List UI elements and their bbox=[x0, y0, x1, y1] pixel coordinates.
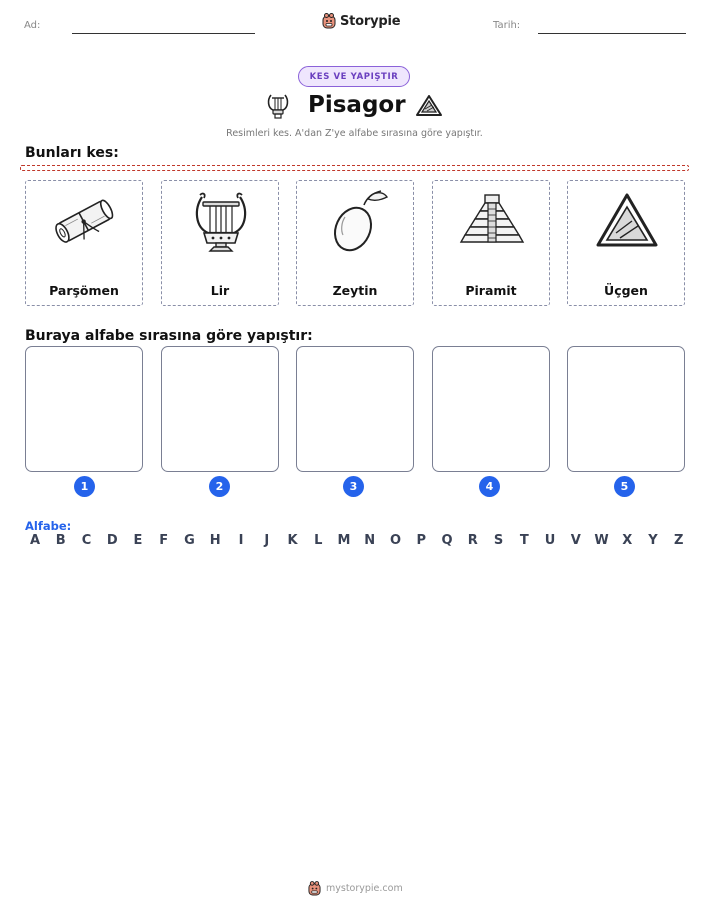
triangle-title-icon bbox=[415, 94, 443, 118]
alphabet-letter: I bbox=[238, 533, 244, 548]
footer bbox=[308, 881, 403, 896]
alphabet-letter: T bbox=[519, 533, 529, 548]
alphabet-letter: P bbox=[416, 533, 427, 548]
brand-name: Storypie bbox=[340, 13, 401, 29]
card-label-ucgen: Üçgen bbox=[604, 283, 648, 298]
paste-box-4[interactable] bbox=[432, 346, 550, 472]
alphabet-letter: M bbox=[337, 533, 351, 548]
scroll-icon bbox=[50, 187, 120, 257]
alphabet-letter: U bbox=[544, 533, 556, 548]
alphabet-letter: L bbox=[314, 533, 323, 548]
cut-card-lir[interactable] bbox=[161, 180, 279, 306]
date-field-line[interactable] bbox=[538, 33, 686, 34]
brand-logo bbox=[322, 13, 400, 29]
triangle-icon bbox=[592, 187, 662, 257]
cut-card-piramit[interactable] bbox=[432, 180, 550, 306]
paste-number-4: 4 bbox=[479, 476, 500, 497]
name-label: Ad: bbox=[24, 20, 41, 31]
alphabet-letter: Q bbox=[441, 533, 453, 548]
storypie-mascot-icon bbox=[322, 13, 336, 29]
card-label-piramit: Piramit bbox=[465, 283, 517, 298]
paste-number-5: 5 bbox=[614, 476, 635, 497]
paste-box-5[interactable] bbox=[567, 346, 685, 472]
alphabet-letter: V bbox=[570, 533, 581, 548]
cut-section-heading: Bunları kes: bbox=[25, 145, 119, 161]
cut-card-zeytin[interactable] bbox=[296, 180, 414, 306]
footer-url[interactable]: mystorypie.com bbox=[326, 883, 403, 894]
date-label: Tarih: bbox=[493, 20, 521, 31]
card-label-zeytin: Zeytin bbox=[332, 283, 378, 298]
alphabet-letter: E bbox=[133, 533, 143, 548]
alphabet-label: Alfabe: bbox=[25, 519, 72, 533]
alphabet-letter: C bbox=[81, 533, 92, 548]
lyre-title-icon bbox=[266, 92, 290, 120]
page-title: Pisagor bbox=[308, 92, 406, 118]
alphabet-letter: R bbox=[467, 533, 478, 548]
alphabet-letter: G bbox=[184, 533, 195, 548]
alphabet-letter: O bbox=[389, 533, 402, 548]
paste-box-3[interactable] bbox=[296, 346, 414, 472]
instructions: Resimleri kes. A'dan Z'ye alfabe sırasına göre yapıştır. bbox=[226, 128, 483, 139]
alphabet-letter: H bbox=[209, 533, 221, 548]
activity-badge: KES VE YAPIŞTIR bbox=[298, 66, 410, 87]
storypie-mascot-icon bbox=[308, 881, 321, 896]
alphabet-letter: B bbox=[55, 533, 66, 548]
alphabet-row bbox=[25, 533, 689, 548]
alphabet-letter: Y bbox=[648, 533, 658, 548]
name-field-line[interactable] bbox=[72, 33, 255, 34]
cut-card-parsomen[interactable] bbox=[25, 180, 143, 306]
lyre-icon bbox=[186, 187, 256, 257]
paste-box-1[interactable] bbox=[25, 346, 143, 472]
alphabet-letter: F bbox=[159, 533, 169, 548]
alphabet-letter: A bbox=[29, 533, 41, 548]
card-label-lir: Lir bbox=[210, 283, 230, 298]
paste-number-3: 3 bbox=[343, 476, 364, 497]
alphabet-letter: K bbox=[287, 533, 298, 548]
alphabet-letter: W bbox=[594, 533, 609, 548]
pyramid-icon bbox=[457, 187, 527, 257]
alphabet-letter: D bbox=[106, 533, 118, 548]
paste-number-1: 1 bbox=[74, 476, 95, 497]
alphabet-letter: S bbox=[493, 533, 504, 548]
alphabet-letter: J bbox=[264, 533, 270, 548]
alphabet-letter: N bbox=[364, 533, 376, 548]
paste-number-2: 2 bbox=[209, 476, 230, 497]
card-label-parsomen: Parşömen bbox=[49, 283, 119, 298]
paste-box-2[interactable] bbox=[161, 346, 279, 472]
paste-section-heading: Buraya alfabe sırasına göre yapıştır: bbox=[25, 328, 313, 344]
olive-icon bbox=[321, 187, 391, 257]
cut-line bbox=[20, 165, 689, 171]
alphabet-letter: X bbox=[622, 533, 633, 548]
alphabet-letter: Z bbox=[674, 533, 684, 548]
cut-card-ucgen[interactable] bbox=[567, 180, 685, 306]
